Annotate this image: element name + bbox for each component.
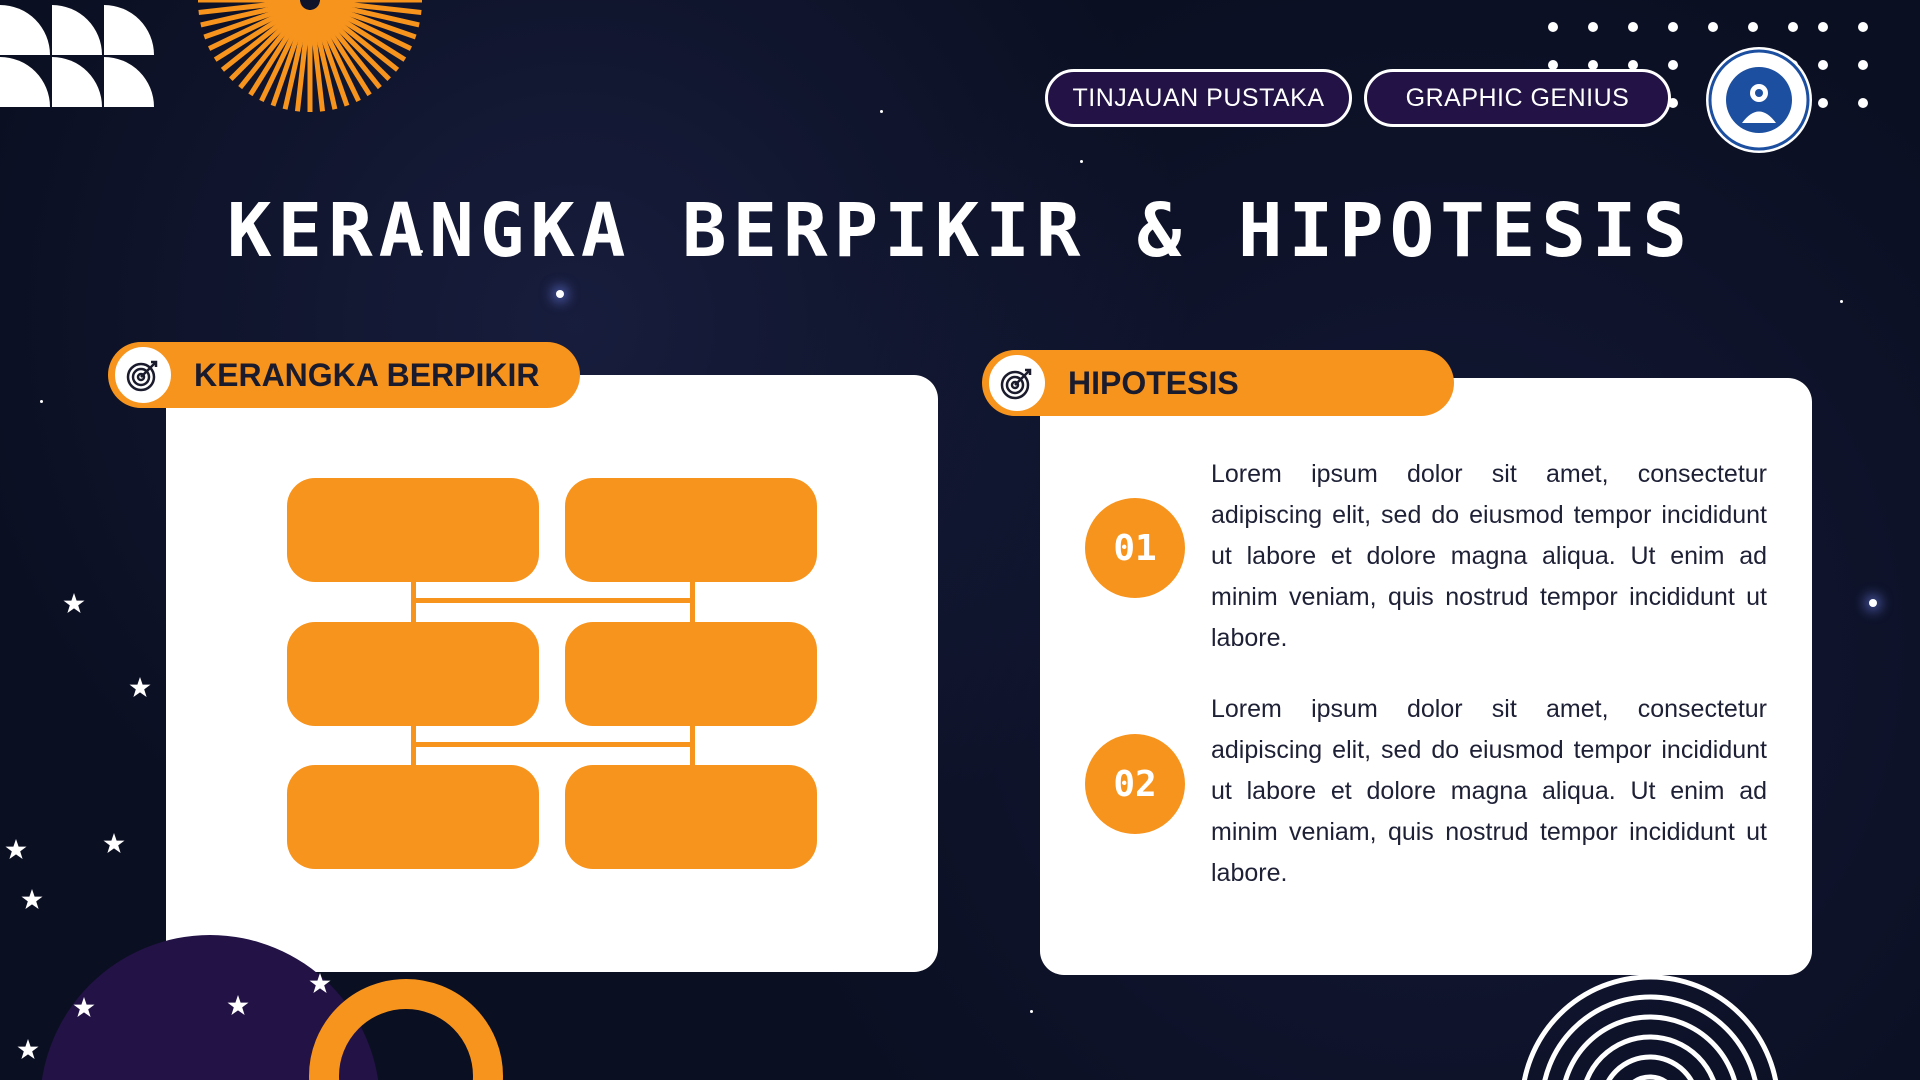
grid-dot bbox=[1818, 98, 1828, 108]
framework-card bbox=[166, 375, 938, 972]
tab-graphic-genius[interactable]: GRAPHIC GENIUS bbox=[1364, 69, 1671, 127]
hypothesis-text: Lorem ipsum dolor sit amet, consectetur adipiscing elit, sed do eiusmod tempor incididunt ut labore et dolore magna aliqua. Ut enim ad minim veniam, quis nostrud tempor incididunt ut labore. bbox=[1211, 460, 1767, 652]
connector-line bbox=[411, 598, 695, 603]
orange-ring-decoration bbox=[308, 978, 504, 1080]
hypothesis-heading: HIPOTESIS bbox=[1068, 364, 1239, 401]
grid-dot bbox=[1818, 22, 1828, 32]
star-dot bbox=[1030, 1010, 1033, 1013]
framework-box[interactable] bbox=[287, 765, 539, 869]
page-title: KERANGKA BERPIKIR & HIPOTESIS bbox=[226, 188, 1693, 274]
star-dot bbox=[1080, 160, 1083, 163]
itb-logo bbox=[1704, 45, 1814, 155]
hypothesis-text: Lorem ipsum dolor sit amet, consectetur adipiscing elit, sed do eiusmod tempor incididunt ut labore et dolore magna aliqua. Ut enim ad minim veniam, quis nostrud tempor incididunt ut labore. bbox=[1211, 695, 1767, 887]
tab-tinjauan-pustaka[interactable]: TINJAUAN PUSTAKA bbox=[1045, 69, 1352, 127]
sparkle-star-icon bbox=[102, 832, 126, 856]
hypothesis-heading-tag bbox=[982, 350, 1454, 416]
grid-dot bbox=[1858, 22, 1868, 32]
framework-heading-tag bbox=[108, 342, 580, 408]
hypothesis-number-badge: 01 bbox=[1085, 498, 1185, 598]
quarter-circles-decoration bbox=[0, 0, 160, 110]
star-dot bbox=[880, 110, 883, 113]
framework-box[interactable] bbox=[565, 478, 817, 582]
sparkle-star-icon bbox=[226, 994, 250, 1018]
grid-dot bbox=[1818, 60, 1828, 70]
star-dot bbox=[40, 400, 43, 403]
sparkle-star-icon bbox=[16, 1038, 40, 1062]
sparkle-star-icon bbox=[4, 838, 28, 862]
grid-dot bbox=[1788, 22, 1798, 32]
hypothesis-number-badge: 02 bbox=[1085, 734, 1185, 834]
star-dot bbox=[1869, 599, 1877, 607]
grid-dot bbox=[1748, 22, 1758, 32]
grid-dot bbox=[1858, 98, 1868, 108]
sparkle-star-icon bbox=[72, 996, 96, 1020]
concentric-arcs-decoration bbox=[1515, 970, 1785, 1080]
sparkle-star-icon bbox=[128, 676, 152, 700]
sparkle-star-icon bbox=[62, 592, 86, 616]
star-dot bbox=[556, 290, 564, 298]
framework-box[interactable] bbox=[565, 622, 817, 726]
grid-dot bbox=[1668, 22, 1678, 32]
target-icon bbox=[984, 350, 1050, 416]
framework-box[interactable] bbox=[287, 478, 539, 582]
target-icon bbox=[110, 342, 176, 408]
connector-line bbox=[411, 742, 695, 747]
framework-box[interactable] bbox=[565, 765, 817, 869]
sparkle-star-icon bbox=[20, 888, 44, 912]
star-dot bbox=[1840, 300, 1843, 303]
framework-heading: KERANGKA BERPIKIR bbox=[194, 356, 540, 393]
grid-dot bbox=[1628, 22, 1638, 32]
grid-dot bbox=[1668, 60, 1678, 70]
grid-dot bbox=[1858, 60, 1868, 70]
grid-dot bbox=[1708, 22, 1718, 32]
grid-dot bbox=[1548, 22, 1558, 32]
framework-box[interactable] bbox=[287, 622, 539, 726]
sunburst-decoration bbox=[195, 0, 425, 115]
grid-dot bbox=[1588, 22, 1598, 32]
sparkle-star-icon bbox=[308, 972, 332, 996]
